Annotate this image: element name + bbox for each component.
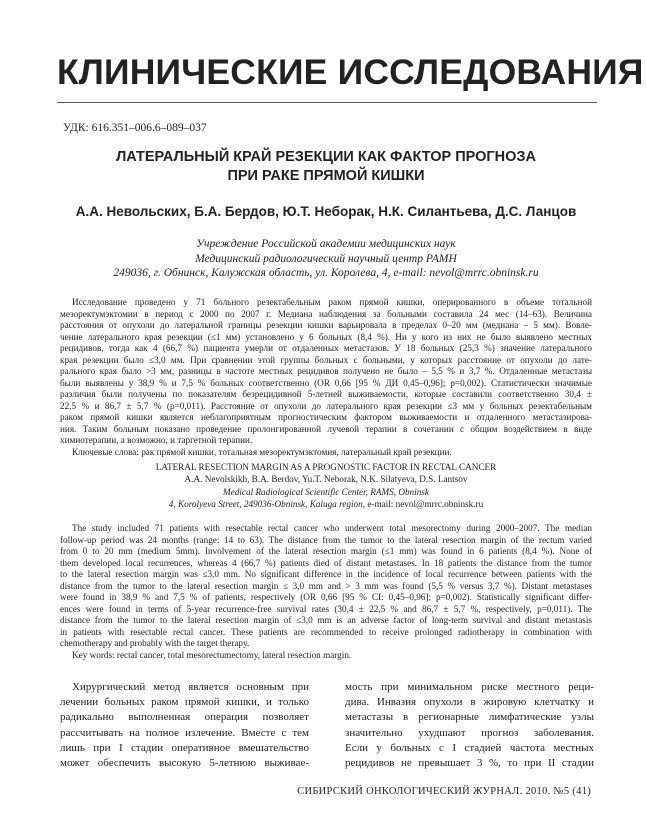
abstract-line: 22,5 % и 86,7 ± 5,7 % (p=0,011). Расстояние от опухоли до латерального края резекции ≤3 мм у больных резектабельным: [60, 400, 592, 411]
english-header: [60, 461, 592, 510]
abstract-line: химиотерапии, а возможно, и таргетной терапии.: [60, 435, 253, 445]
affiliation-line: Медицинский радиологический научный центр РАМН: [195, 252, 457, 265]
authors-en: A.A. Nevolskikh, B.A. Berdov, Yu.T. Neborak, N.K. Silatyeva, D.S. Lantsov: [184, 474, 468, 485]
udk-code: УДК: 616.351–006.6–089–037: [63, 122, 207, 134]
body-line: радикально выполненная операция позволяет: [60, 711, 309, 724]
body-line: лишь при I стадии оперативное вмешательство: [60, 741, 309, 754]
abstract-line: расстояния от опухоли до латеральной границы резекции кишки варьировала в пределах 0–20 мм (медиана – 5 мм). Вовле-: [60, 320, 592, 330]
abstract-line: чение латерального края резекции (≤1 мм) установлено у 6 больных (8,4 %). Ни у кого из них не было выявлено местных: [60, 331, 592, 342]
abstract-line: мезоректумэктомии в период с 2000 по 2007 г. Медиана наблюдения за больными составила 24 мес (14–63). Величина: [60, 308, 592, 319]
affiliation-line: Учреждение Российской академии медицинских наук: [196, 238, 456, 250]
title-line: ЛАТЕРАЛЬНЫЙ КРАЙ РЕЗЕКЦИИ КАК ФАКТОР ПРОГНОЗА: [116, 149, 536, 165]
abstract-line: distance from the tumor to the lateral resection margin of ≤3,0 mm is an adverse factor of long-term survival and distant metastasis: [60, 615, 592, 625]
abstract-line: from 0 to 20 mm (medium 5mm). Involvement of the lateral resection margin (≤1 mm) was found in 6 patients (8,4 %). None of: [60, 546, 592, 556]
journal-footer: СИБИРСКИЙ ОНКОЛОГИЧЕСКИЙ ЖУРНАЛ. 2010. №5 (41): [297, 786, 591, 797]
abstract-line: them developed local recurrences, whereas 4 (66,7 %) patients died of distant metastases. In 18 patients the distance from the tumor: [60, 557, 592, 568]
header-divider: [57, 102, 597, 103]
body-line: дива. Инвазия опухоли в жировую клетчатку и: [345, 696, 594, 709]
body-line: Хирургический метод является основным при: [72, 681, 309, 693]
abstract-en: [60, 523, 592, 661]
title-line: ПРИ РАКЕ ПРЯМОЙ КИШКИ: [227, 168, 425, 184]
body-line: рецидивов не превышает 3 %, то при II стадии: [345, 757, 594, 770]
title-en: LATERAL RESECTION MARGIN AS A PROGNOSTIC FACTOR IN RECTAL CANCER: [155, 462, 497, 472]
abstract-line: были выявлены у 38,9 % и 7,5 % больных соответственно (OR 0,66 [95 % ДИ 0,45–0,96]; p=0,002). Статистически значимые: [60, 377, 592, 388]
section-header: КЛИНИЧЕСКИЕ ИССЛЕДОВАНИЯ: [57, 52, 644, 92]
article-title: [60, 148, 592, 186]
address-en-line: [60, 498, 592, 510]
abstract-line: раком прямой кишки является неблагоприятным прогностическим фактором выживаемости и отдаленного метастазирова-: [60, 412, 592, 422]
body-line: может обеспечить высокую 5-летнюю выживае-: [60, 757, 309, 770]
abstract-line: рального края было >3 мм, разницы в частоте местных рецидивов получено не было – 5,5 % и 3,7 %. Отдаленные метастазы: [60, 366, 592, 376]
body-line: рассчитывать на полное излечение. Вместе с тем: [60, 726, 309, 739]
body-line: мость при минимальном риске местного реци-: [345, 681, 594, 693]
abstract-line: края резекции было ≤3,0 мм. При сравнении этой группы больных с больными, у которых расстояние от опухоли до лате-: [60, 354, 592, 365]
abstract-line: ния. Таким больным показано проведение пролонгированной лучевой терапии в сочетании с общим воздействием в виде: [60, 423, 592, 434]
abstract-line: to the lateral resection margin was ≤3,0 mm. No significant difference in the incidence of local recurrence between patients with the: [60, 569, 592, 579]
abstract-line: chemotherapy and probably with the target therapy.: [60, 638, 250, 648]
body-line: лечении больных раком прямой кишки, и только: [60, 696, 309, 709]
abstract-line: различия были получены по показателям безрецидивной 5-летней выживаемости, которые составили соответственно 30,4 ±: [60, 389, 592, 399]
keywords-ru: Ключевые слова: рак прямой кишки, тотальная мезоректумэктомия, латеральный край резекции.: [72, 446, 452, 457]
affiliation-line: 249036, г. Обнинск, Калужская область, ул. Королева, 4, e-mail: nevol@mrrc.obninsk.ru: [113, 267, 539, 279]
abstract-line: рецидивов, тогда как 4 (66,7 %) пациента умерли от отдаленных метастазов. У 18 больных (25,3 %) значение латерального: [60, 343, 592, 353]
body-line: Если у больных с I стадией частота местных: [345, 741, 594, 754]
abstract-line: in patients with resectable rectal cancer. These patients are recommended to receive prolonged radiotherapy in combination with: [60, 626, 592, 637]
address-en: 4, Korolyeva Street, 249036-Obninsk, Kaluga region,: [168, 498, 366, 509]
abstract-line: The study included 71 patients with resectable rectal cancer who underwent total mesorectomy during 2000–2007. The median: [72, 523, 592, 533]
abstract-line: Исследование проведено у 71 больного резектабельным раком прямой кишки, оперированного в объеме тотальной: [72, 297, 592, 307]
email-link[interactable]: e-mail: nevol@mrrc.obninsk.ru: [365, 498, 484, 509]
abstract-line: follow-up period was 24 months (range: 14 to 63). The distance from the tumor to the lateral resection margin of the rectum varied: [60, 534, 592, 545]
keywords-en: Key words: rectal cancer, total mesorectumectomy, lateral resection margin.: [72, 649, 352, 660]
abstract-line: ences were found in terms of 5-year recurrence-free survival rates (30,4 ± 22,5 % and 86,7 ± 5,7 %, respectively, p=0,011). The: [60, 603, 592, 614]
abstract-line: distance from the tumor to the lateral resection margin ≤ 3,0 mm and > 3 mm was found (5,5 % versus 3,7 %). Distant metastases: [60, 580, 592, 591]
body-column-right: [345, 680, 594, 771]
body-line: значительно ухудшают прогноз заболевания.: [345, 726, 594, 739]
authors: А.А. Невольских, Б.А. Бердов, Ю.Т. Неборак, Н.К. Силантьева, Д.С. Ланцов: [75, 204, 577, 219]
body-line: метастазы в регионарные лимфатические узлы: [345, 711, 594, 724]
abstract-line: were found in 38,9 % and 7,5 % of patients, respectively (OR 0,66 [95 % CI: 0,45–0,96]; p=0,002). Statistically significant differ-: [60, 592, 592, 602]
body-column-left: [60, 680, 309, 771]
abstract-ru: [60, 297, 592, 458]
affiliation-en: Medical Radiological Scientific Center, RAMS, Obninsk: [223, 486, 429, 497]
affiliation: [60, 237, 592, 281]
